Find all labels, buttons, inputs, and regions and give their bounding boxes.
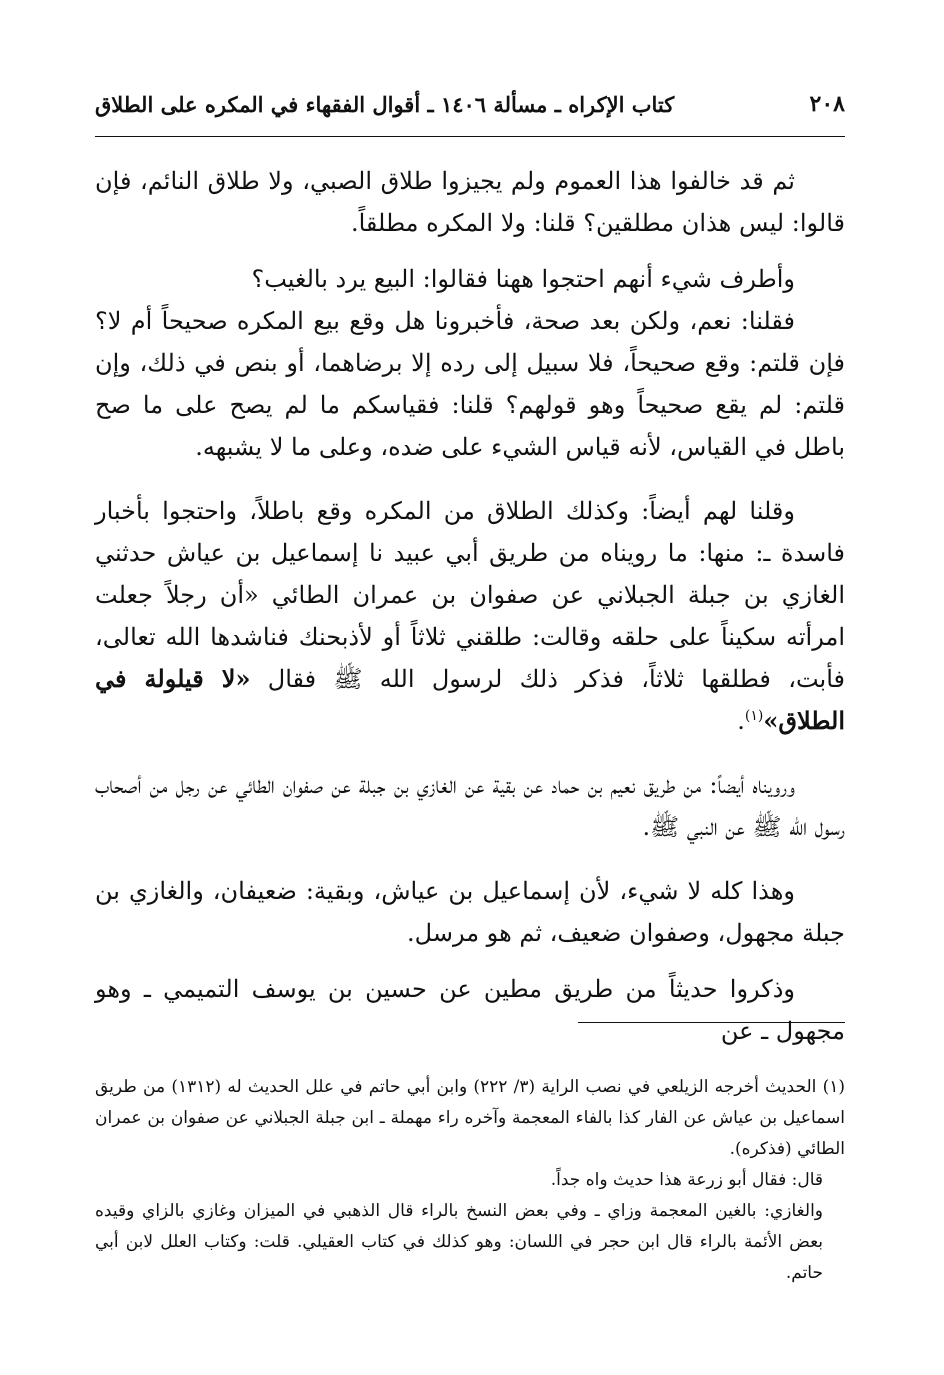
running-title: كتاب الإكراه ـ مسألة ١٤٠٦ ـ أقوال الفقهاء في المكره على الطلاق: [95, 91, 675, 117]
footnotes: [95, 1072, 845, 1289]
footnote-1-continuation: قال: فقال أبو زرعة هذا حديث واه جداً.: [550, 1170, 823, 1190]
paragraph-4-end: .: [737, 707, 745, 735]
paragraph-7: وذكروا حديثاً من طريق مطين عن حسين بن يوسف التميمي ـ وهو مجهول ـ عن: [95, 975, 845, 1045]
paragraph-4-text: وقلنا لهم أيضاً: وكذلك الطلاق من المكره وقع باطلاً، واحتجوا بأخبار فاسدة ـ: منها: ما رويناه من طريق أبي عبيد نا إسماعيل بن عياش حدثني الغازي بن جبلة الجبلاني عن صفوان بن عمران الطائي «أن رجلاً جعلت امرأته سكيناً على حلقه وقالت: طلقني ثلاثاً أو لأذبحنك فناشدها الله تعالى، فأبت، فطلقها ثلاثاً، فذكر ذلك لرسول الله ﷺ فقال: [95, 497, 845, 693]
header-divider: [95, 136, 845, 137]
paragraph-4: [95, 490, 845, 742]
hadith-quote: «لا قيلولة في الطلاق»: [95, 664, 845, 735]
paragraph-1: ثم قد خالفوا هذا العموم ولم يجيزوا طلاق الصبي، ولا طلاق النائم، فإن قالوا: ليس هذان مطلقين؟ قلنا: ولا المكره مطلقاً.: [95, 167, 845, 237]
paragraph-6: وهذا كله لا شيء، لأن إسماعيل بن عياش، وبقية: ضعيفان، والغازي بن جبلة مجهول، وصفوان ضعيف، ثم هو مرسل.: [95, 877, 845, 947]
paragraph-5: ورويناه أيضاً: من طريق نعيم بن حماد عن بقية عن الغازي بن جبلة عن صفوان الطائي عن رجل من أصحاب رسول الله ﷺ عن النبي ﷺ.: [95, 771, 845, 841]
paragraph-2: وأطرف شيء أنهم احتجوا ههنا فقالوا: البيع يرد بالغيب؟: [251, 265, 795, 293]
footnote-1-note: والغازي: بالغين المعجمة وزاي ـ وفي بعض النسخ بالراء قال الذهبي في الميزان وغازي بالزاي وقيده بعض الأئمة بالراء قال ابن حجر في اللسان: وهو كذلك في كتاب العقيلي. قلت: وكتاب العلل لابن أبي حاتم.: [95, 1201, 823, 1283]
page-number: ٢٠٨: [809, 91, 845, 117]
main-text: [95, 160, 845, 1052]
page-header: [95, 84, 845, 124]
footnote-reference[interactable]: (١): [744, 708, 764, 724]
footnote-divider: [578, 1022, 845, 1023]
footnote-1: (١) الحديث أخرجه الزيلعي في نصب الراية (٣/ ٢٢٢) وابن أبي حاتم في علل الحديث له (١٣١٢) من طريق اسماعيل بن عياش عن الفار كذا بالفاء المعجمة وآخره راء مهملة ـ ابن جبلة الجبلاني عن صفوان بن عمران الطائي (فذكره).: [95, 1077, 845, 1159]
paragraph-3: فقلنا: نعم، ولكن بعد صحة، فأخبرونا هل وقع بيع المكره صحيحاً أم لا؟ فإن قلتم: وقع صحيحاً، فلا سبيل إلى رده إلا برضاهما، أو بنص في ذلك، وإن قلتم: لم يقع صحيحاً وهو قولهم؟ قلنا: فقياسكم ما لم يصح على ما صح باطل في القياس، لأنه قياس الشيء على ضده، وعلى ما لا يشبهه.: [95, 307, 845, 461]
